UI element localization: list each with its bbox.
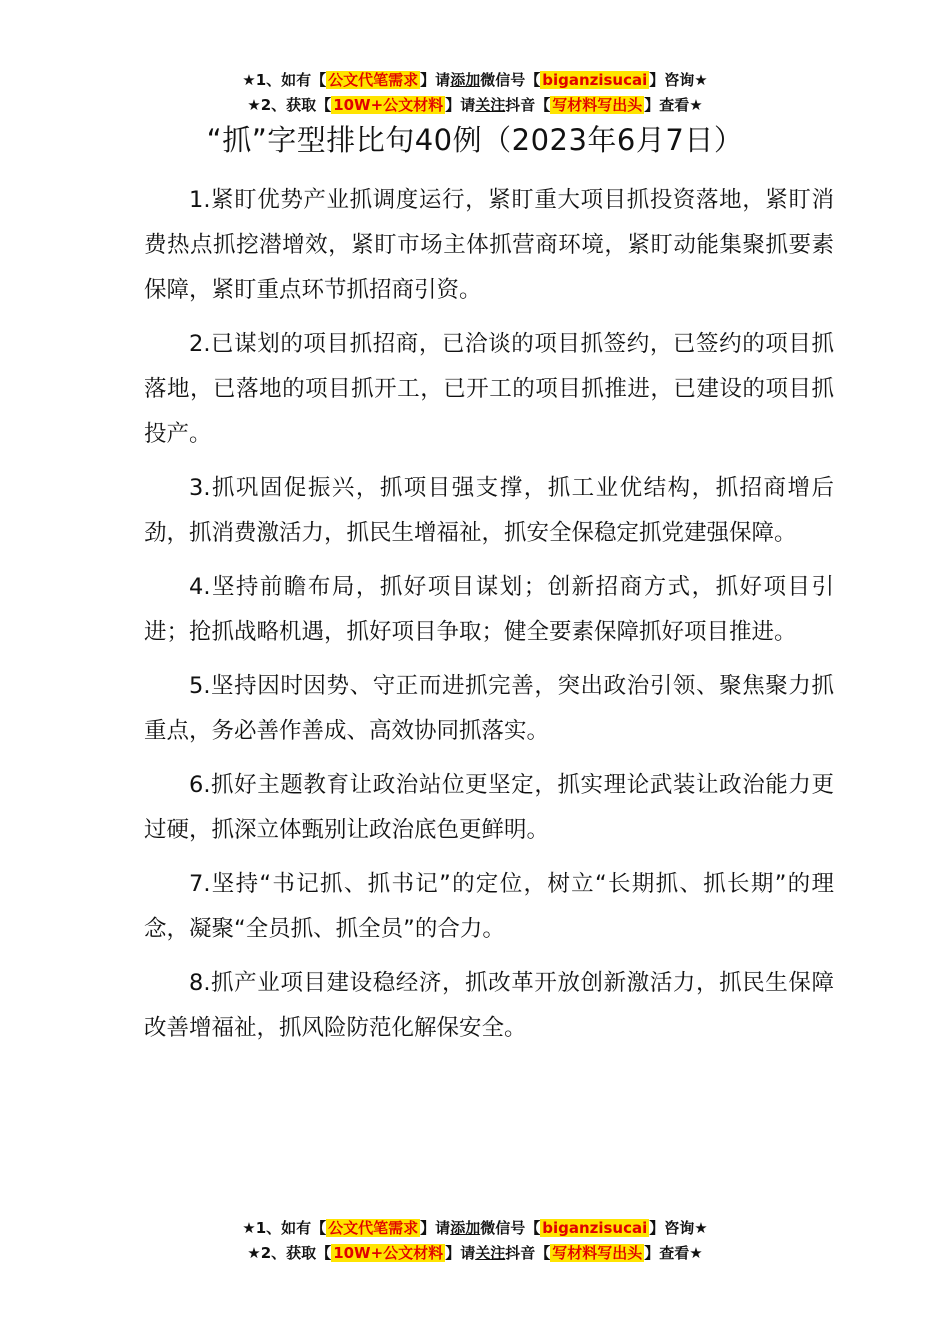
promo-banner-bottom <box>0 1216 950 1266</box>
paragraph-8: 8.抓产业项目建设稳经济，抓改革开放创新激活力，抓民生保障改善增福祉，抓风险防范化解保安全。 <box>144 970 834 1041</box>
highlight-douyin: 写材料写出头 <box>552 96 643 114</box>
promo-line-1: ★1、如有【 公文代笔需求 】请添加微信号【 biganzisucai 】咨询★ <box>242 71 708 89</box>
paragraph-2: 2.已谋划的项目抓招商，已洽谈的项目抓签约，已签约的项目抓落地，已落地的项目抓开工，已开工的项目抓推进，已建设的项目抓投产。 <box>144 331 834 447</box>
document-title: “抓”字型排比句40例（2023年6月7日） <box>206 123 744 157</box>
highlight-wechat-id: biganzisucai <box>542 71 648 89</box>
highlight-materials: 10W+公文材料 <box>333 96 444 114</box>
promo-line-1: ★1、如有【 公文代笔需求 】请添加微信号【 biganzisucai 】咨询★ <box>242 1219 708 1237</box>
highlight-materials: 10W+公文材料 <box>333 1244 444 1262</box>
highlight-service: 公文代笔需求 <box>328 71 419 89</box>
highlight-service: 公文代笔需求 <box>328 1219 419 1237</box>
highlight-douyin: 写材料写出头 <box>552 1244 643 1262</box>
paragraph-6: 6.抓好主题教育让政治站位更坚定，抓实理论武装让政治能力更过硬，抓深立体甄别让政治底色更鲜明。 <box>144 772 834 843</box>
highlight-wechat-id: biganzisucai <box>542 1219 648 1237</box>
paragraph-4: 4.坚持前瞻布局，抓好项目谋划；创新招商方式，抓好项目引进；抢抓战略机遇，抓好项目争取；健全要素保障抓好项目推进。 <box>144 574 834 645</box>
paragraph-7: 7.坚持“书记抓、抓书记”的定位，树立“长期抓、抓长期”的理念，凝聚“全员抓、抓全员”的合力。 <box>144 871 834 942</box>
promo-banner-top <box>0 68 950 118</box>
promo-line-2: ★2、获取【 10W+公文材料 】请关注抖音【 写材料写出头 】查看★ <box>247 96 703 114</box>
paragraph-1: 1.紧盯优势产业抓调度运行，紧盯重大项目抓投资落地，紧盯消费热点抓挖潜增效，紧盯市场主体抓营商环境，紧盯动能集聚抓要素保障，紧盯重点环节抓招商引资。 <box>144 187 834 303</box>
paragraph-3: 3.抓巩固促振兴，抓项目强支撑，抓工业优结构，抓招商增后劲，抓消费激活力，抓民生增福祉，抓安全保稳定抓党建强保障。 <box>144 475 834 546</box>
document-body <box>144 178 834 1060</box>
promo-line-2: ★2、获取【 10W+公文材料 】请关注抖音【 写材料写出头 】查看★ <box>247 1244 703 1262</box>
paragraph-5: 5.坚持因时因势、守正而进抓完善，突出政治引领、聚焦聚力抓重点，务必善作善成、高效协同抓落实。 <box>144 673 834 744</box>
